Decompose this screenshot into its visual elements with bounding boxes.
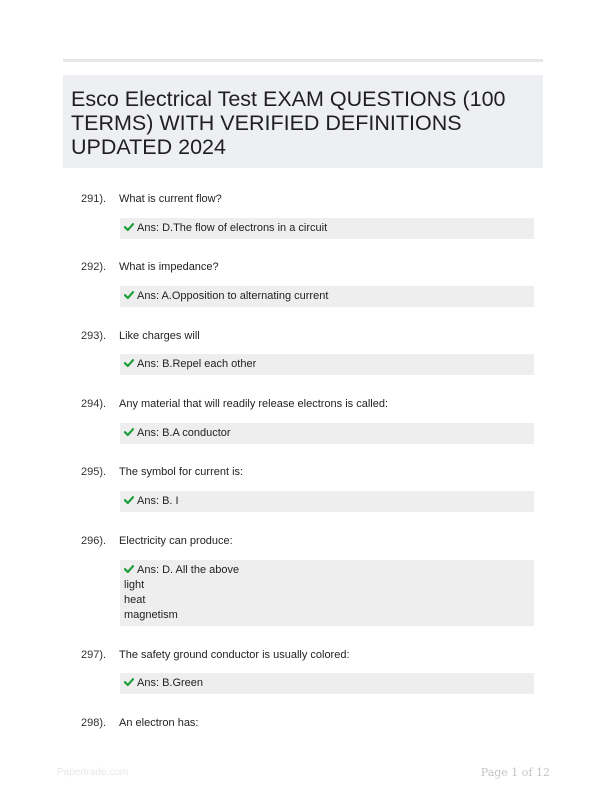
question-text: Electricity can produce:	[119, 535, 233, 547]
check-icon	[124, 222, 134, 232]
question-text: Like charges will	[119, 330, 200, 342]
answer-box	[120, 560, 534, 626]
answer-box	[120, 286, 534, 307]
answer-text: Ans: D. All the above	[137, 564, 240, 576]
answer-text: Ans: B.A conductor	[137, 427, 231, 439]
answer-text: Ans: B.Repel each other	[137, 358, 257, 370]
question-text: The safety ground conductor is usually colored:	[119, 649, 350, 661]
answer-box	[120, 491, 534, 512]
footer-watermark: Papertrade.com	[57, 767, 129, 778]
document-title: Esco Electrical Test EXAM QUESTIONS (100 TERMS) WITH VERIFIED DEFINITIONS UPDATED 2024	[71, 87, 506, 159]
question-text: What is impedance?	[119, 261, 219, 273]
question-number: 296).	[81, 535, 107, 547]
answer-detail-line: heat	[124, 594, 146, 606]
check-icon	[124, 290, 134, 300]
answer-detail-line: magnetism	[124, 609, 178, 621]
question-number: 294).	[81, 398, 107, 410]
answer-text: Ans: B.Green	[137, 677, 204, 689]
check-icon	[124, 358, 134, 368]
answer-box	[120, 218, 534, 239]
title-box	[63, 75, 543, 168]
question-number: 297).	[81, 649, 107, 661]
check-icon	[124, 564, 134, 574]
question-text: An electron has:	[119, 717, 199, 729]
answer-detail-line: light	[124, 579, 145, 591]
top-divider	[63, 59, 543, 62]
question-number: 292).	[81, 261, 107, 273]
question-text: Any material that will readily release electrons is called:	[119, 398, 389, 410]
question-number: 295).	[81, 466, 107, 478]
check-icon	[124, 677, 134, 687]
question-text: What is current flow?	[119, 193, 222, 205]
answer-text: Ans: D.The flow of electrons in a circuit	[137, 222, 328, 234]
check-icon	[124, 495, 134, 505]
answer-text: Ans: B. I	[137, 495, 179, 507]
question-text: The symbol for current is:	[119, 466, 244, 478]
answer-box	[120, 354, 534, 375]
answer-text: Ans: A.Opposition to alternating current	[137, 290, 329, 302]
question-number: 293).	[81, 330, 107, 342]
answer-box	[120, 673, 534, 694]
page-number: Page 1 of 12	[480, 766, 550, 779]
question-number: 291).	[81, 193, 107, 205]
answer-box	[120, 423, 534, 444]
check-icon	[124, 427, 134, 437]
question-number: 298).	[81, 717, 107, 729]
